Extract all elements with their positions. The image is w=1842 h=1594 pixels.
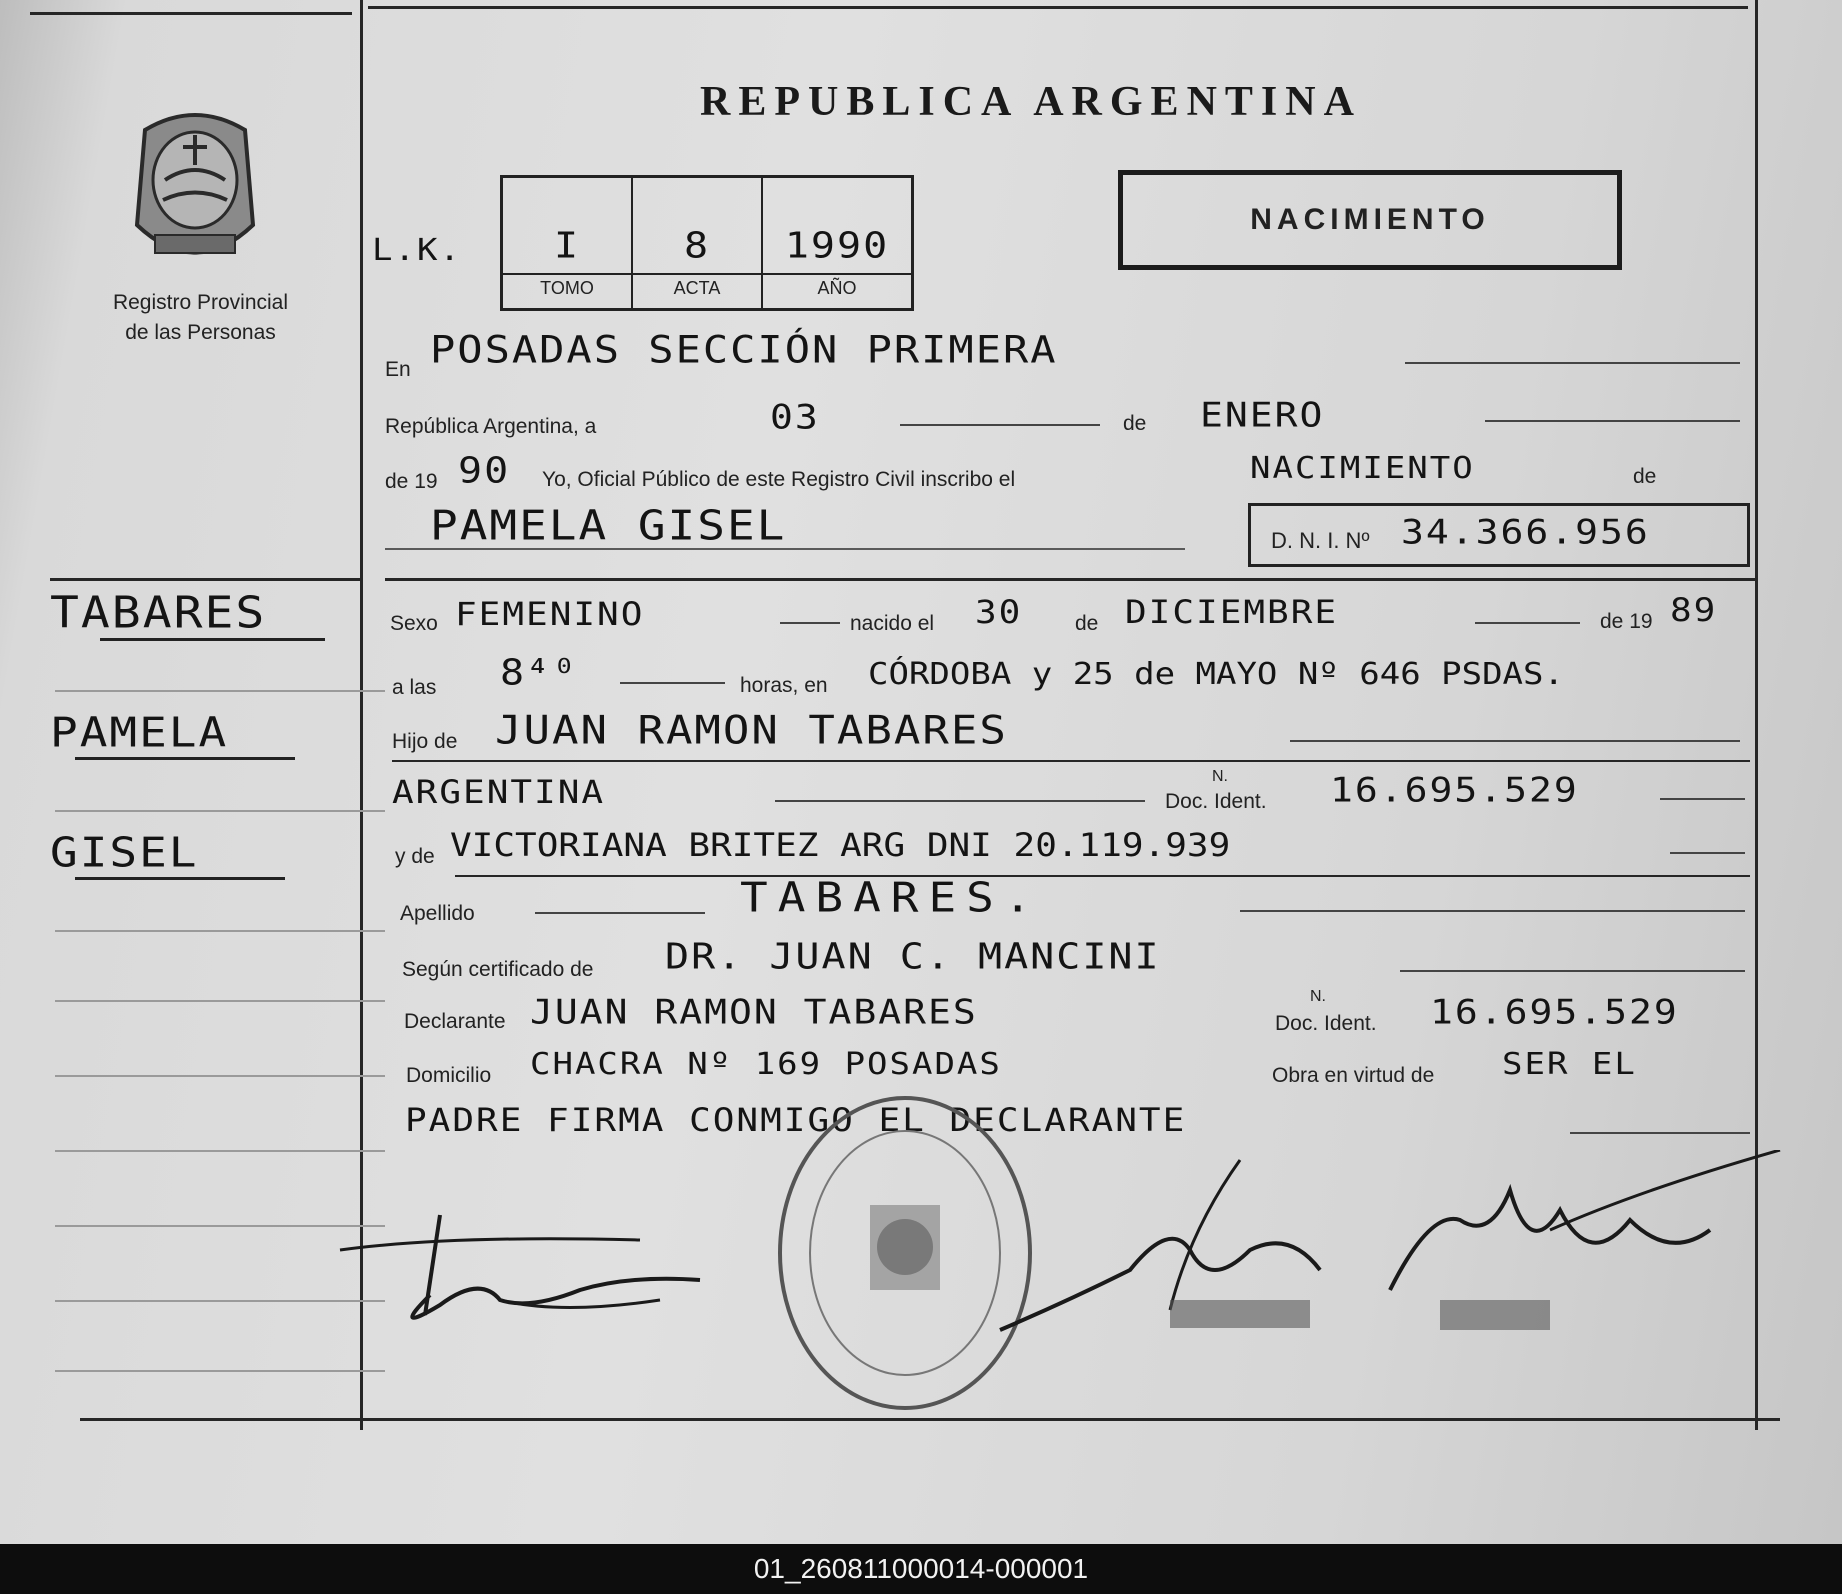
dni-box: [1248, 503, 1750, 567]
margin-ruled-line: [55, 1150, 385, 1152]
margin-nombre-2: GISEL: [50, 827, 199, 877]
doc-n-mark: N.: [1212, 768, 1228, 785]
oficial-text: Yo, Oficial Público de este Registro Civil inscribo el: [542, 468, 1016, 491]
declarante-doc-value: 16.695.529: [1430, 992, 1679, 1032]
doc-n-mark-2: N.: [1310, 988, 1326, 1005]
nacido-mes: DICIEMBRE: [1125, 594, 1339, 631]
acta-value: 8: [683, 225, 711, 267]
lugar-value: CÓRDOBA y 25 de MAYO Nº 646 PSDAS.: [868, 656, 1564, 692]
sexo-value: FEMENINO: [455, 596, 645, 633]
yde-label: y de: [395, 845, 435, 868]
doc-label: Doc. Ident.: [1165, 790, 1267, 813]
ano-value: 1990: [784, 225, 890, 267]
horas-label: horas, en: [740, 674, 828, 697]
en-value: POSADAS SECCIÓN PRIMERA: [430, 327, 1058, 372]
ano-label: AÑO: [817, 278, 857, 298]
hijo-label: Hijo de: [392, 730, 458, 753]
top-rule-left: [30, 12, 352, 15]
margin-nombre-1: PAMELA: [50, 707, 229, 757]
margin-ruled-line: [55, 810, 385, 812]
de-label-3: de: [1075, 612, 1099, 635]
margin-apellido: TABARES: [50, 587, 267, 639]
margin-ruled-line: [55, 930, 385, 932]
mes-value: ENERO: [1200, 395, 1325, 435]
registry-name: [78, 288, 323, 348]
top-rule-right: [368, 6, 1748, 9]
nacido-year-prefix: de 19: [1600, 610, 1653, 633]
coat-of-arms-icon: [125, 105, 265, 270]
domicilio-label: Domicilio: [406, 1064, 492, 1087]
de-label: de: [1123, 412, 1147, 435]
book-label: L.K.: [372, 232, 462, 268]
margin-ruled-line: [55, 690, 385, 692]
declarante-value: JUAN RAMON TABARES: [530, 992, 978, 1032]
en-label: En: [385, 358, 411, 381]
padre-doc-value: 16.695.529: [1330, 770, 1579, 810]
margin-ruled-line: [55, 1075, 385, 1077]
tomo-value: I: [553, 225, 581, 267]
madre-value: VICTORIANA BRITEZ ARG DNI 20.119.939: [450, 827, 1231, 864]
declarante-label: Declarante: [404, 1010, 506, 1033]
tomo-acta-ano-box: [500, 175, 914, 311]
declarante-signature: [330, 1205, 730, 1335]
section-separator: [385, 578, 1755, 581]
republica-label: República Argentina, a: [385, 415, 597, 438]
observacion-value: PADRE FIRMA CONMIGO EL DECLARANTE: [405, 1102, 1187, 1139]
nacido-label: nacido el: [850, 612, 935, 635]
domicilio-value: CHACRA Nº 169 POSADAS: [530, 1046, 1002, 1082]
dia-value: 03: [770, 397, 820, 437]
margin-apellido-underline: [100, 638, 325, 641]
image-caption: 01_260811000014-000001: [0, 1544, 1842, 1594]
margin-nombre-1-underline: [75, 757, 295, 760]
nombre-value: PAMELA GISEL: [430, 500, 787, 550]
inscribo-value: NACIMIENTO: [1250, 450, 1475, 486]
segun-label: Según certificado de: [402, 958, 594, 981]
record-type: NACIMIENTO: [1250, 203, 1490, 236]
padre-value: JUAN RAMON TABARES: [495, 707, 1008, 754]
margin-nombre-2-underline: [75, 877, 285, 880]
record-type-box: [1118, 170, 1622, 270]
sexo-label: Sexo: [390, 612, 438, 635]
acta-label: ACTA: [673, 278, 721, 298]
margin-ruled-line: [55, 1000, 385, 1002]
dni-value: 34.366.956: [1401, 512, 1650, 552]
dni-label: D. N. I. Nº: [1271, 528, 1370, 553]
hora-value: 8⁴⁰: [500, 652, 579, 694]
apellido-value: TABARES.: [740, 872, 1042, 922]
certificado-value: DR. JUAN C. MANCINI: [665, 936, 1161, 978]
obra-value: SER EL: [1502, 1046, 1637, 1082]
nacido-year: 89: [1670, 592, 1718, 629]
registry-line-2: de las Personas: [125, 321, 276, 344]
tomo-label: TOMO: [540, 278, 594, 298]
de-label-2: de: [1633, 465, 1657, 488]
nacido-dia: 30: [975, 594, 1023, 631]
country-title: REPUBLICA ARGENTINA: [700, 79, 1362, 125]
oficial-signature: [990, 1150, 1790, 1350]
registry-emblem: [125, 105, 265, 270]
year-value: 90: [458, 450, 511, 492]
registry-line-1: Registro Provincial: [112, 291, 289, 314]
alas-label: a las: [392, 676, 437, 699]
margin-separator: [50, 578, 362, 581]
margin-ruled-line: [55, 1370, 385, 1372]
declarante-doc-label: Doc. Ident.: [1275, 1012, 1377, 1035]
year-prefix: de 19: [385, 470, 438, 493]
apellido-label: Apellido: [400, 902, 475, 925]
obra-label: Obra en virtud de: [1272, 1064, 1435, 1087]
padre-nacionalidad: ARGENTINA: [392, 774, 606, 811]
